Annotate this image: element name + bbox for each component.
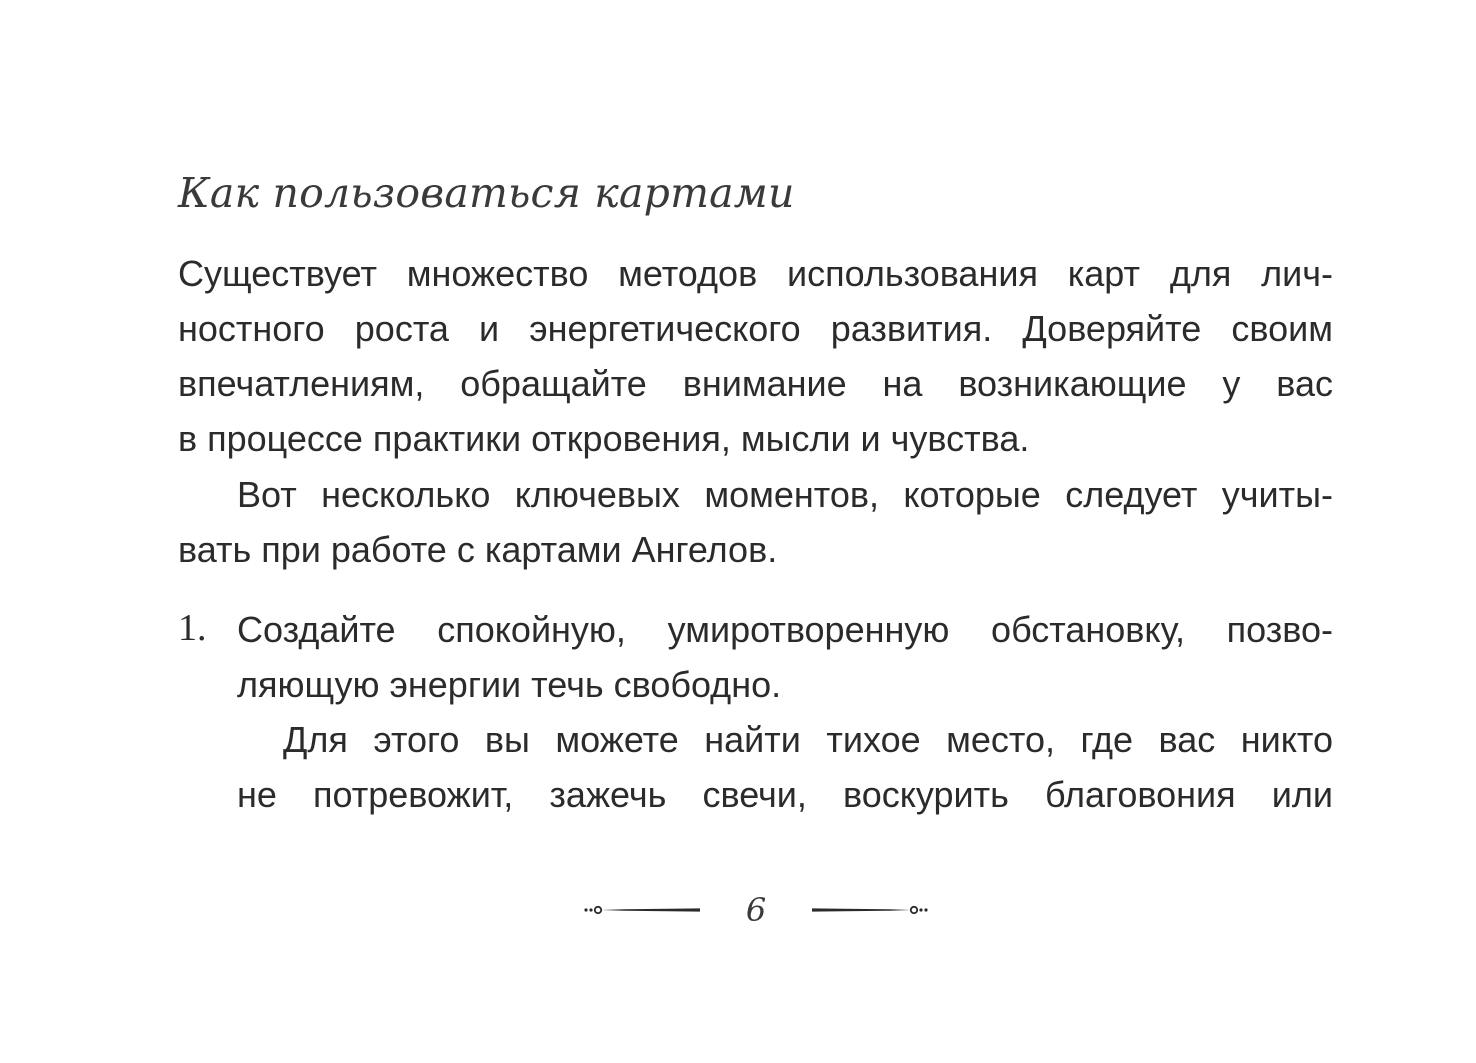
list-item-line-2: ляющую энергии течь свободно. <box>237 664 782 705</box>
para2-line-1: Вот несколько ключевых моментов, которые следует учиты- <box>237 474 1333 515</box>
page-footer <box>584 888 928 932</box>
left-ornament-icon <box>584 902 704 918</box>
list-item-sub-line-2: не потревожит, зажечь свечи, воскурить благовония или <box>237 774 1333 815</box>
list-item-line-1: Создайте спокойную, умиротворенную обстановку, позво- <box>237 609 1333 650</box>
para2-line-2: вать при работе с картами Ангелов. <box>178 529 778 570</box>
intro-line-2: ностного роста и энергетического развития. Доверяйте своим <box>178 308 1333 349</box>
page-number: 6 <box>745 891 767 929</box>
section-heading: Как пользоваться картами <box>178 169 795 217</box>
list-item-sub-line-1: Для этого вы можете найти тихое место, где вас никто <box>283 719 1333 760</box>
right-ornament-icon <box>808 902 928 918</box>
intro-line-1: Существует множество методов использования карт для лич- <box>178 253 1333 294</box>
intro-line-4: в процессе практики откровения, мысли и чувства. <box>178 418 1030 459</box>
list-item-number: 1. <box>178 607 207 649</box>
intro-line-3: впечатлениям, обращайте внимание на возникающие у вас <box>178 363 1333 404</box>
